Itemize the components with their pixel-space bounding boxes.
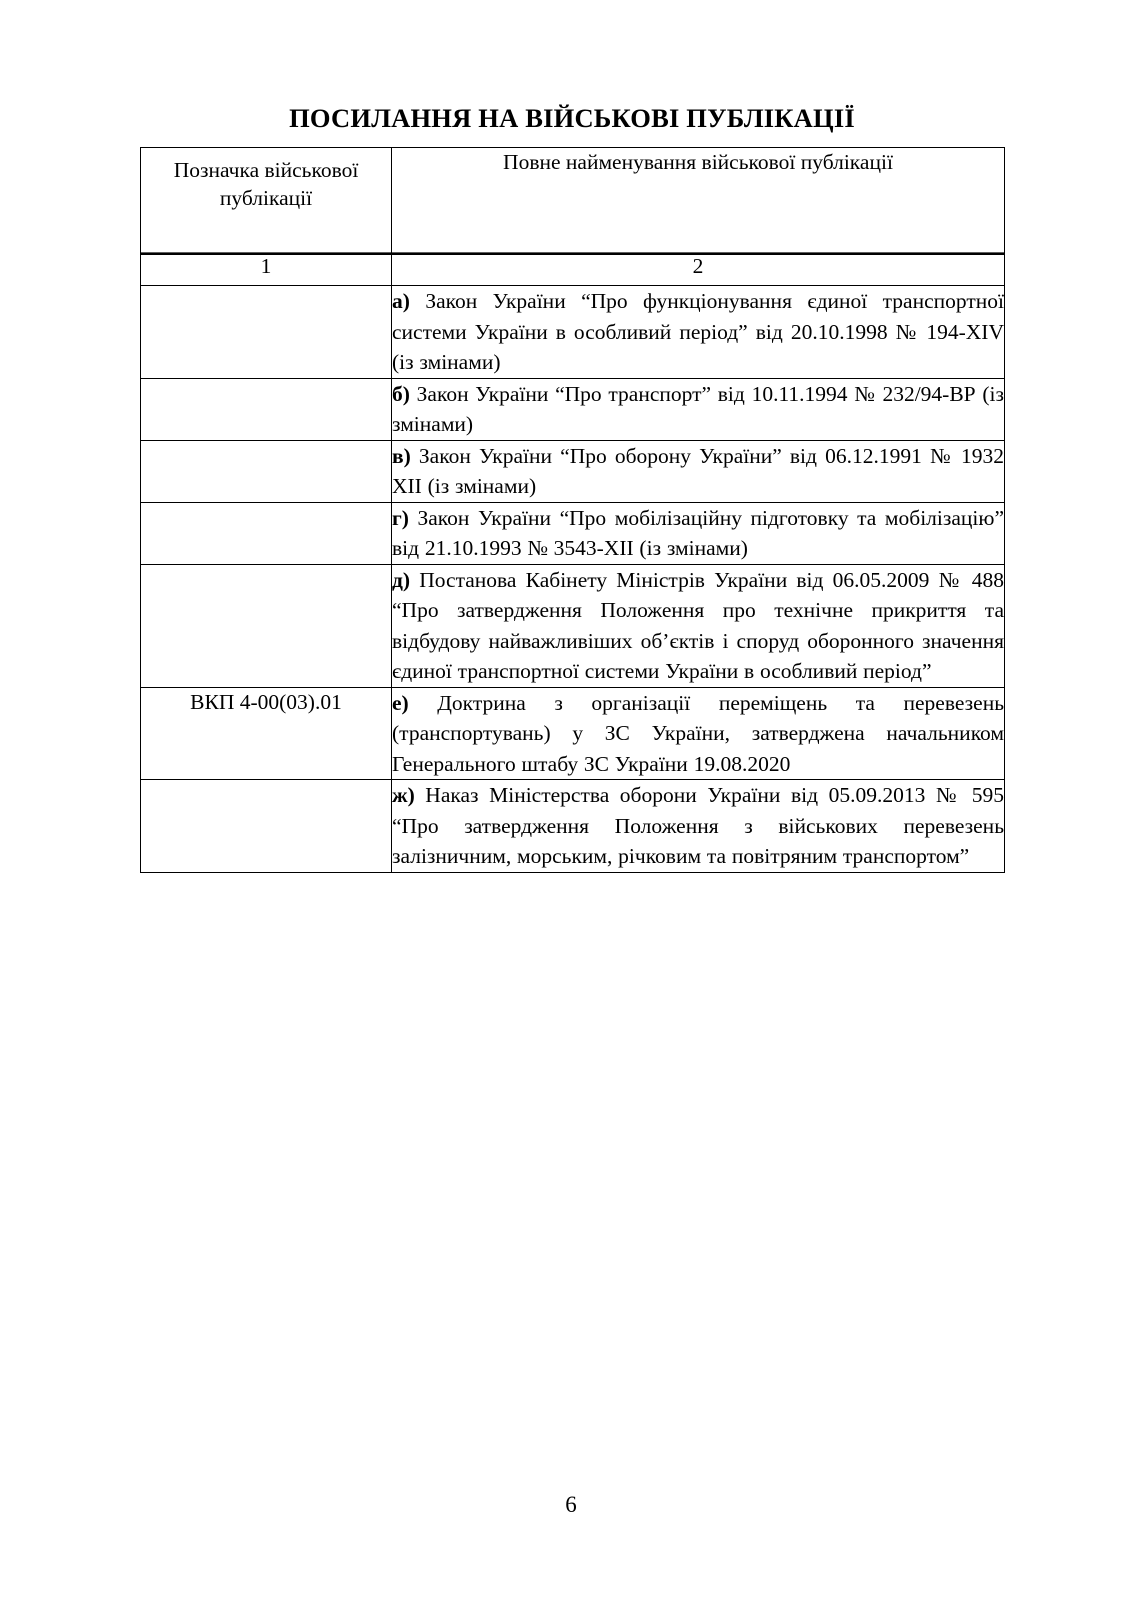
publication-designation xyxy=(141,440,392,502)
column-header-full-name: Повне найменування військової публікації xyxy=(392,148,1005,255)
table-row xyxy=(141,502,1005,564)
item-marker: в) xyxy=(392,443,411,468)
item-marker: ж) xyxy=(392,783,415,808)
item-marker: б) xyxy=(392,381,410,406)
item-text: Наказ Міністерства оборони України від 05.09.2013 № 595 “Про затвердження Положення з військових перевезень залізничним, морським, річковим та повітряним транспортом” xyxy=(392,783,1004,869)
page-number: 6 xyxy=(565,1492,577,1517)
table-row xyxy=(141,564,1005,687)
column-number-1: 1 xyxy=(141,255,392,286)
column-header-designation: Позначка військової публікації xyxy=(141,148,392,255)
publication-designation xyxy=(141,286,392,379)
publication-designation xyxy=(141,780,392,873)
table-row xyxy=(141,440,1005,502)
item-marker: а) xyxy=(392,289,410,313)
item-text: Закон України “Про транспорт” від 10.11.1994 № 232/94-ВР (із змінами) xyxy=(392,381,1004,437)
item-marker: г) xyxy=(392,505,409,530)
page-title: ПОСИЛАННЯ НА ВІЙСЬКОВІ ПУБЛІКАЦІЇ xyxy=(289,103,855,133)
publication-full-name xyxy=(392,502,1005,564)
publication-designation xyxy=(141,564,392,687)
publication-full-name xyxy=(392,687,1005,780)
publication-designation: ВКП 4-00(03).01 xyxy=(141,687,392,780)
publication-full-name xyxy=(392,564,1005,687)
item-text: Закон України “Про мобілізаційну підготовку та мобілізацію” від 21.10.1993 № 3543-XII (із змінами) xyxy=(392,505,1004,561)
publication-designation xyxy=(141,378,392,440)
item-marker: е) xyxy=(392,690,409,715)
publication-full-name xyxy=(392,440,1005,502)
table-column-number-row xyxy=(141,255,1005,286)
publication-full-name xyxy=(392,780,1005,873)
table-row xyxy=(141,378,1005,440)
item-text: Постанова Кабінету Міністрів України від 06.05.2009 № 488 “Про затвердження Положення про технічне прикриття та відбудову найважливіших об’єктів і споруд оборонного значення єдиної транспортної системи України в особливий період” xyxy=(392,567,1004,684)
publication-full-name xyxy=(392,378,1005,440)
publication-full-name xyxy=(392,286,1005,379)
item-text: Закон України “Про оборону України” від 06.12.1991 № 1932 ХII (із змінами) xyxy=(392,443,1004,499)
item-marker: д) xyxy=(392,567,411,592)
item-text: Доктрина з організації переміщень та перевезень (транспортувань) у ЗС України, затверджена начальником Генерального штабу ЗС України 19.08.2020 xyxy=(392,690,1004,776)
military-publications-reference-table xyxy=(140,147,1005,873)
table-row xyxy=(141,286,1005,379)
table-row xyxy=(141,780,1005,873)
item-text: Закон України “Про функціонування єдиної транспортної системи України в особливий період” від 20.10.1998 № 194-XIV (із змінами) xyxy=(392,289,1004,375)
publication-designation xyxy=(141,502,392,564)
table-header-row xyxy=(141,148,1005,255)
table-row xyxy=(141,687,1005,780)
column-number-2: 2 xyxy=(392,255,1005,286)
